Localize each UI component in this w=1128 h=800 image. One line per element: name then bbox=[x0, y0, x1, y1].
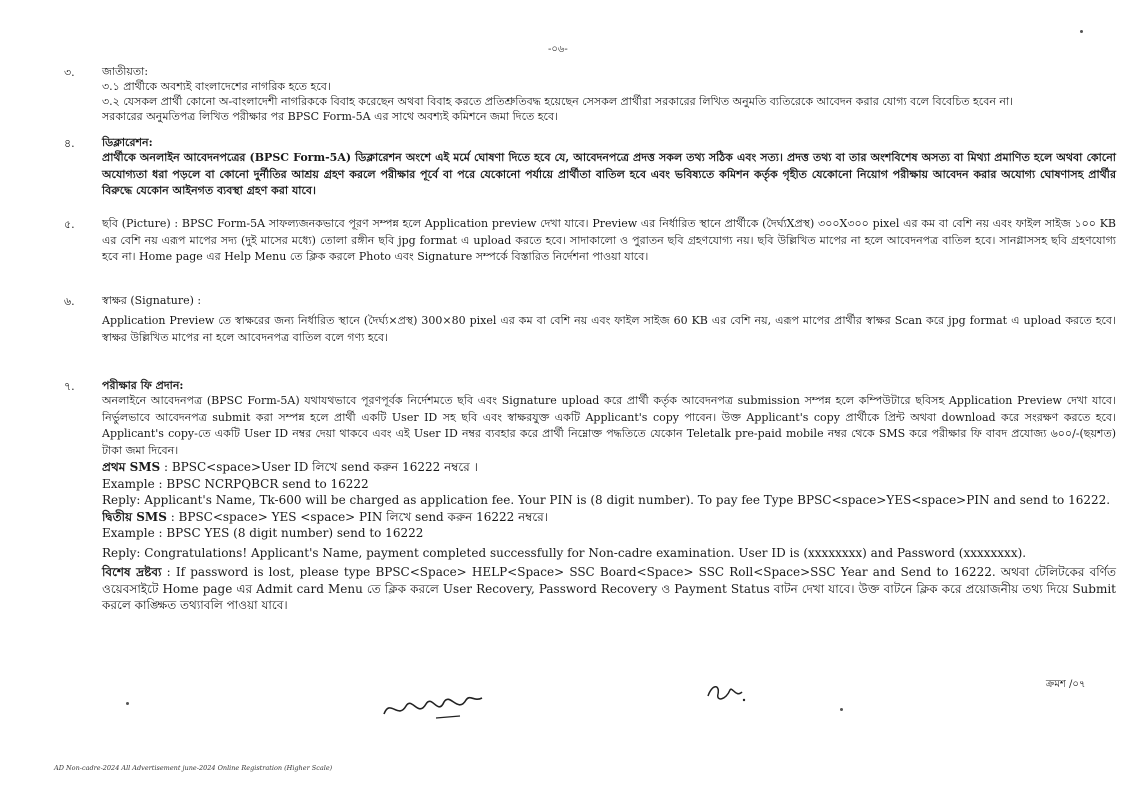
special-note bbox=[102, 564, 1116, 614]
section-title: জাতীয়তা: bbox=[102, 65, 149, 78]
scan-speck bbox=[840, 708, 843, 711]
sms-2-text: : BPSC<space> YES <space> PIN লিখে send করুন 16222 নম্বরে। bbox=[166, 509, 549, 524]
declaration-text: প্রার্থীকে অনলাইন আবেদনপত্রের (BPSC Form-5A) ডিক্লারেশন অংশে এই মর্মে ঘোষণা দিতে হবে যে, আবেদনপত্রে প্রদত্ত সকল তথ্য সঠিক এবং সত্য। প্রদত্ত তথ্য বা তার অংশবিশেষ অসত্য বা মিথ্যা প্রমাণিত হলে অথবা কোনো অযোগ্যতা ধরা পড়লে বা কোনো দুর্নীতির আশ্রয় গ্রহণ করলে পরীক্ষার পূর্বে বা পরে যেকোনো পর্যায়ে প্রার্থীতা বাতিল হবে এবং ভবিষ্যতে কমিশন কর্তৃক গৃহীত যেকোনো নিয়োগ পরীক্ষায় আবেদন করার অযোগ্য ঘোষণাসহ প্রার্থীর বিরুদ্ধে যেকোন আইনগত ব্যবস্থা গ্রহণ করা যাবে। bbox=[102, 151, 1116, 197]
note-text: : If password is lost, please type BPSC<Space> HELP<Space> SSC Board<Space> SSC Roll<Space>SSC Year and Send to 16222. অথবা টেলিটকের বর্ণিত ওয়েবসাইটে Home page এর Admit card Menu তে ক্লিক করলে User Recovery, Password Recovery ও Payment Status বাটন দেখা যাবে। উক্ত বাটনে ক্লিক করে প্রয়োজনীয় তথ্য দিয়ে Submit করলে কাঙ্ক্ষিত তথ্যাবলি পাওয়া যাবে। bbox=[102, 565, 1116, 612]
handwritten-initial-right bbox=[704, 680, 748, 706]
continued-marker: ক্রমশ /০৭ bbox=[1046, 679, 1086, 690]
fee-intro: অনলাইনে আবেদনপত্র (BPSC Form-5A) যথাযথভাবে পূরণপূর্বক নির্দেশমতে ছবি এবং Signature upload করে প্রার্থী কর্তৃক আবেদনপত্র submission সম্পন্ন হলে কম্পিউটারে ছবিসহ Application Preview দেখা যাবে। নির্ভুলভাবে আবেদনপত্র submit করা সম্পন্ন হলে প্রার্থী একটি User ID সহ ছবি এবং স্বাক্ষরযুক্ত একটি Applicant's copy পাবেন। উক্ত Applicant's copy প্রার্থীকে প্রিন্ট অথবা download করে সংরক্ষণ করতে হবে। Applicant's copy-তে একটি User ID নম্বর দেয়া থাকবে এবং এই User ID নম্বর ব্যবহার করে প্রার্থী নিম্নোক্ত পদ্ধতিতে যেকোন Teletalk pre-paid mobile নম্বর থেকে SMS করে পরীক্ষার ফি বাবদ প্রযোজ্য ৬০০/-(ছয়শত) টাকা জমা দিবেন। bbox=[102, 394, 1116, 457]
example-2: Example : BPSC YES (8 digit number) send to 16222 bbox=[102, 526, 424, 540]
reply-1: Reply: Applicant's Name, Tk-600 will be charged as application fee. Your PIN is (8 digit number). To pay fee Type BPSC<space>YES<space>PIN and send to 16222. bbox=[102, 493, 1111, 507]
sms-1-text: : BPSC<space>User ID লিখে send করুন 16222 নম্বরে । bbox=[160, 460, 478, 474]
clause-3-2: ৩.২ যেসকল প্রার্থী কোনো অ-বাংলাদেশী নাগরিককে বিবাহ করেছেন অথবা বিবাহ করতে প্রতিশ্রুতিবদ্ধ হয়েছেন সেসকল প্রার্থীরা সরকারের লিখিত অনুমতি ব্যতিরেকে আবেদন করার যোগ্য বলে বিবেচিত হবেন না। bbox=[102, 95, 1014, 108]
section-number: ৫. bbox=[64, 218, 75, 231]
sms-1-label: প্রথম SMS bbox=[102, 460, 161, 474]
picture-text: ছবি (Picture) : BPSC Form-5A সাফল্যজনকভাবে পূরণ সম্পন্ন হলে Application preview দেখা যাবে। Preview এর নির্ধারিত স্থানে প্রার্থীকে (দৈর্ঘ্যXপ্রস্থ) ৩০০X৩০০ pixel এর কম বা বেশি নয় এবং ফাইল সাইজ ১০০ KB এর বেশি নয় এরূপ মাপের সদ্য (দুই মাসের মধ্যে) তোলা রঙ্গীন ছবি jpg format এ upload করতে হবে। সাদাকালো ও পুরাতন ছবি গ্রহণযোগ্য নয়। ছবি উল্লিখিত মাপের না হলে আবেদনপত্র বাতিল হবে। সানগ্লাসসহ ছবি গ্রহণযোগ্য হবে না। Home page এর Help Menu তে ক্লিক করলে Photo এবং Signature সম্পর্কে বিস্তারিত নির্দেশনা পাওয়া যাবে। bbox=[102, 217, 1116, 263]
section-picture bbox=[64, 216, 1116, 292]
reply-2: Reply: Congratulations! Applicant's Name, payment completed successfully for Non-cadre examination. User ID is (xxxxxxxx) and Password (xxxxxxxx). bbox=[102, 545, 1027, 560]
section-title: ডিক্লারেশন: bbox=[102, 136, 153, 149]
scan-speck bbox=[126, 702, 129, 705]
section-number: ৭. bbox=[64, 380, 75, 393]
section-nationality bbox=[64, 64, 1116, 128]
scan-speck bbox=[1080, 30, 1083, 33]
sms-2-line bbox=[102, 509, 1116, 526]
example-1: Example : BPSC NCRPQBCR send to 16222 bbox=[102, 476, 369, 491]
section-number: ৪. bbox=[64, 137, 75, 150]
page-number: -০৬- bbox=[548, 44, 568, 55]
footer-text: AD Non-cadre-2024 All Advertisement june-2024 Online Registration (Higher Scale) bbox=[54, 764, 333, 772]
section-number: ৬. bbox=[64, 295, 75, 308]
note-label: বিশেষ দ্রষ্টব্য bbox=[102, 565, 162, 579]
section-title: স্বাক্ষর (Signature) : bbox=[102, 294, 202, 307]
clause-3-2-cont: সরকারের অনুমতিপত্র লিখিত পরীক্ষার পর BPSC Form-5A এর সাথে অবশ্যই কমিশনে জমা দিতে হবে। bbox=[102, 110, 558, 123]
sms-1-line bbox=[102, 459, 1116, 476]
section-number: ৩. bbox=[64, 66, 75, 79]
handwritten-signature-left bbox=[378, 684, 488, 724]
section-exam-fee bbox=[64, 378, 1116, 678]
section-title: পরীক্ষার ফি প্রদান: bbox=[102, 379, 184, 392]
clause-3-1: ৩.১ প্রার্থীকে অবশ্যই বাংলাদেশের নাগরিক হতে হবে। bbox=[102, 80, 331, 93]
section-declaration bbox=[64, 135, 1116, 210]
sms-2-label: দ্বিতীয় SMS bbox=[102, 509, 167, 524]
signature-text: Application Preview তে স্বাক্ষরের জন্য নির্ধারিত স্থানে (দৈর্ঘ্য×প্রস্থ) 300×80 pixel এর কম বা বেশি নয় এবং ফাইল সাইজ 60 KB এর বেশি নয়, এরূপ মাপের প্রার্থীর স্বাক্ষর Scan করে jpg format এ upload করতে হবে। স্বাক্ষর উল্লিখিত মাপের না হলে আবেদনপত্র বাতিল বলে গণ্য হবে। bbox=[102, 314, 1116, 344]
